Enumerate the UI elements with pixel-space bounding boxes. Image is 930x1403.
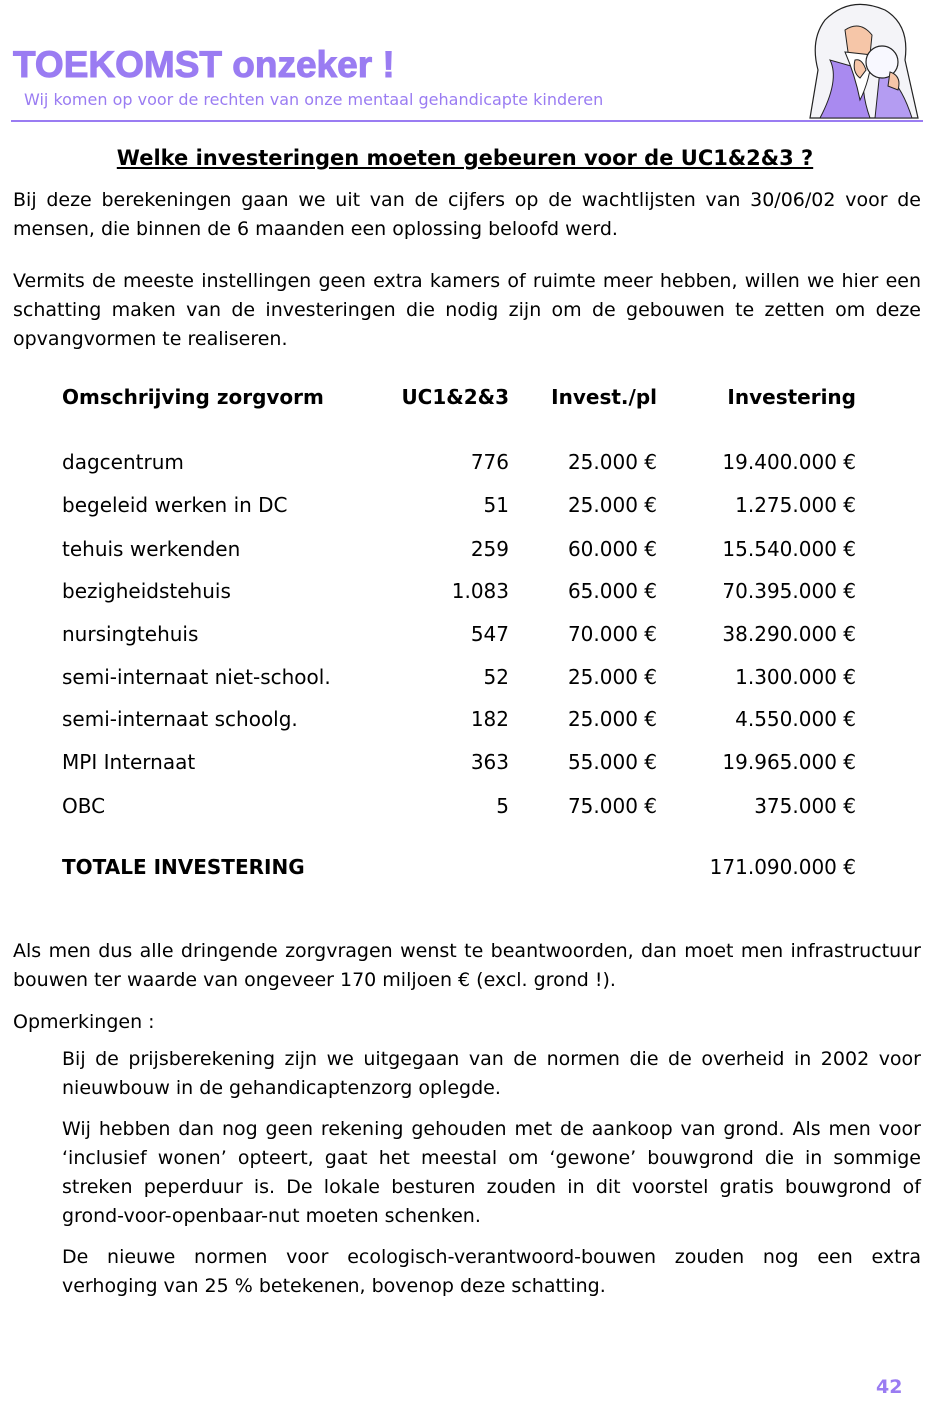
page-number: 42 <box>876 1376 903 1398</box>
intro-paragraph: Vermits de meeste instellingen geen extra kamers of ruimte meer hebben, willen we hier een schatting maken van de investeringen die nodig zijn om de gebouwen te zetten om deze opvangvormen te realiseren. <box>13 270 921 350</box>
cell-investment: 38.290.000 € <box>722 622 856 646</box>
intro-paragraph: Bij deze berekeningen gaan we uit van de cijfers op de wachtlijsten van 30/06/02 voor de mensen, die binnen de 6 maanden een oplossing beloofd werd. <box>13 189 921 240</box>
table-row <box>62 537 862 567</box>
cell-investment: 19.400.000 € <box>722 450 856 474</box>
table-row <box>62 750 862 780</box>
remark-item: Wij hebben dan nog geen rekening gehouden met de aankoop van grond. Als men voor ‘inclusief wonen’ opteert, gaat het meestal om ‘gewone’ bouwgrond die in sommige streken peperduur is. De lokale besturen zouden in dit voorstel gratis bouwgrond of grond-voor-openbaar-nut moeten schenken. <box>62 1118 921 1227</box>
table-row <box>62 794 862 824</box>
cell-count: 52 <box>483 665 509 689</box>
cell-zorgvorm: semi-internaat schoolg. <box>62 707 298 731</box>
total-value: 171.090.000 € <box>709 855 856 879</box>
cell-count: 182 <box>470 707 509 731</box>
cell-invest-per-place: 25.000 € <box>567 665 657 689</box>
cell-invest-per-place: 65.000 € <box>567 579 657 603</box>
cell-investment: 70.395.000 € <box>722 579 856 603</box>
header-subtitle: Wij komen op voor de rechten van onze mentaal gehandicapte kinderen <box>24 90 604 109</box>
table-row <box>62 707 862 737</box>
column-header: Invest./pl <box>551 385 657 409</box>
cell-invest-per-place: 55.000 € <box>567 750 657 774</box>
column-header: Omschrijving zorgvorm <box>62 385 324 409</box>
cell-zorgvorm: OBC <box>62 794 106 818</box>
total-label: TOTALE INVESTERING <box>62 855 305 879</box>
remark-item: Bij de prijsberekening zijn we uitgegaan van de normen die de overheid in 2002 voor nieuwbouw in de gehandicaptenzorg oplegde. <box>62 1048 921 1099</box>
cell-invest-per-place: 70.000 € <box>567 622 657 646</box>
cell-invest-per-place: 60.000 € <box>567 537 657 561</box>
table-row <box>62 665 862 695</box>
cell-invest-per-place: 25.000 € <box>567 707 657 731</box>
cell-investment: 1.275.000 € <box>735 493 856 517</box>
column-header: Investering <box>727 385 856 409</box>
cell-count: 259 <box>470 537 509 561</box>
table-header-row <box>62 385 862 415</box>
cell-invest-per-place: 75.000 € <box>567 794 657 818</box>
cell-zorgvorm: semi-internaat niet-school. <box>62 665 331 689</box>
header-divider <box>11 120 923 122</box>
table-row <box>62 493 862 523</box>
cell-invest-per-place: 25.000 € <box>567 493 657 517</box>
wizard-illustration-icon <box>800 0 925 120</box>
cell-zorgvorm: nursingtehuis <box>62 622 199 646</box>
cell-count: 363 <box>470 750 509 774</box>
cell-zorgvorm: MPI Internaat <box>62 750 196 774</box>
cell-count: 776 <box>470 450 509 474</box>
cell-zorgvorm: begeleid werken in DC <box>62 493 288 517</box>
cell-investment: 375.000 € <box>754 794 856 818</box>
cell-zorgvorm: bezigheidstehuis <box>62 579 231 603</box>
cell-invest-per-place: 25.000 € <box>567 450 657 474</box>
table-total-row <box>62 855 862 885</box>
cell-zorgvorm: tehuis werkenden <box>62 537 241 561</box>
cell-count: 51 <box>483 493 509 517</box>
document-title: Welke investeringen moeten gebeuren voor de UC1&2&3 ? <box>116 146 814 170</box>
table-row <box>62 622 862 652</box>
cell-count: 547 <box>470 622 509 646</box>
remarks-label: Opmerkingen : <box>13 1011 155 1033</box>
cell-investment: 15.540.000 € <box>722 537 856 561</box>
remark-item: De nieuwe normen voor ecologisch-verantwoord-bouwen zouden nog een extra verhoging van 25 % betekenen, bovenop deze schatting. <box>62 1246 921 1297</box>
cell-investment: 19.965.000 € <box>722 750 856 774</box>
conclusion-paragraph: Als men dus alle dringende zorgvragen wenst te beantwoorden, dan moet men infrastructuur bouwen ter waarde van ongeveer 170 miljoen € (excl. grond !). <box>13 940 921 991</box>
cell-zorgvorm: dagcentrum <box>62 450 184 474</box>
cell-investment: 4.550.000 € <box>735 707 856 731</box>
cell-count: 1.083 <box>451 579 509 603</box>
header-title: TOEKOMST onzeker ! <box>13 44 395 85</box>
table-row <box>62 579 862 609</box>
column-header: UC1&2&3 <box>401 385 509 409</box>
cell-count: 5 <box>496 794 509 818</box>
table-row <box>62 450 862 480</box>
cell-investment: 1.300.000 € <box>735 665 856 689</box>
